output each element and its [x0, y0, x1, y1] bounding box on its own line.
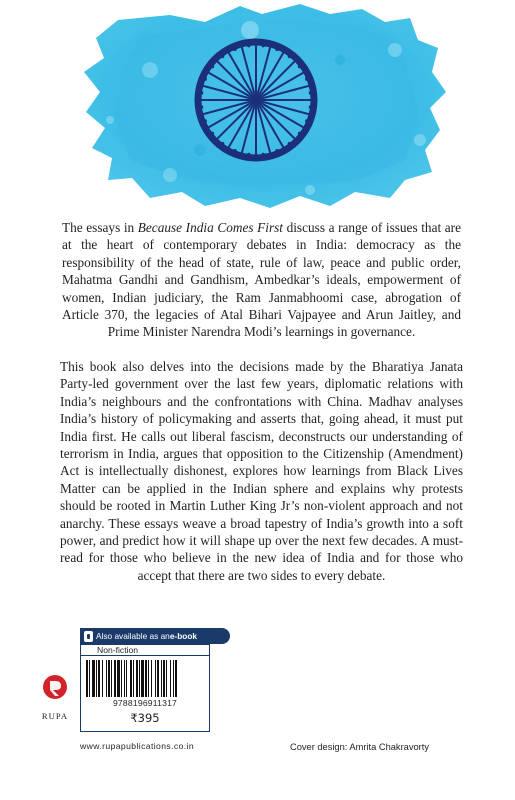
barcode-bar [173, 660, 174, 697]
barcode-bar [136, 660, 138, 697]
publisher-website: www.rupapublications.co.in [80, 741, 195, 751]
chakra-rim-dot [309, 105, 313, 109]
cover-splash-art [0, 0, 515, 215]
isbn-barcode [86, 660, 206, 698]
barcode-bar [139, 660, 140, 697]
barcode-bar [111, 660, 112, 697]
barcode-bar [151, 660, 152, 697]
chakra-rim-dot [247, 44, 251, 48]
barcode-bar [163, 660, 165, 697]
price: ₹395 [130, 711, 160, 725]
barcode-bar [98, 660, 100, 697]
barcode-bar [114, 660, 116, 697]
publisher-name: RUPA [41, 711, 69, 721]
chakra-rim-dot [200, 91, 204, 95]
barcode-bar [170, 660, 171, 697]
barcode-bar [121, 660, 122, 697]
barcode-bar [145, 660, 147, 697]
chakra-rim-dot [200, 105, 204, 109]
barcode-bar [133, 660, 134, 697]
chakra-rim-dot [288, 142, 292, 146]
chakra-rim-dot [221, 142, 225, 146]
barcode-bar [166, 660, 167, 697]
barcode-bar [141, 660, 144, 697]
blurb-paragraph-1: The essays in Because India Comes First discuss a range of issues that are at the heart of contemporary debates in India: democracy as the responsibility of the head of state, rule of law, peace and public order, Mahatma Gandhi and Gandhism, Ambedkar’s ideals, empowerment of women, Indian judiciary, the Ram Janmabhoomi case, abrogation of Article 370, the legacies of Atal Bihari Vajpayee and Arun Jaitley, and Prime Minister Narendra Modi’s learnings in governance. [62, 220, 461, 340]
chakra-rim-dot [298, 65, 302, 69]
chakra-rim-dot [203, 77, 207, 81]
ebook-availability-badge [80, 628, 230, 644]
barcode-bar [89, 660, 90, 697]
chakra-rim-dot [261, 44, 265, 48]
chakra-rim-dot [203, 119, 207, 123]
category-label: Non-fiction [80, 644, 210, 656]
barcode-bar [117, 660, 120, 697]
chakra-rim-dot [247, 153, 251, 157]
chakra-rim-dot [275, 47, 279, 51]
rupa-logo-icon [43, 672, 67, 702]
barcode-bar [175, 660, 177, 697]
chakra-rim-dot [211, 65, 215, 69]
chakra-rim-dot [305, 77, 309, 81]
cover-design-credit: Cover design: Amrita Chakravorty [290, 742, 429, 752]
ebook-prefix: Also available as an [96, 631, 170, 641]
chakra-rim-dot [288, 55, 292, 59]
barcode-bar [155, 660, 156, 697]
barcode-bar [124, 660, 125, 697]
device-icon [84, 631, 93, 642]
chakra-rim-dot [221, 55, 225, 59]
barcode-bar [108, 660, 110, 697]
barcode-bar [148, 660, 149, 697]
chakra-rim-dot [233, 149, 237, 153]
barcode-panel [80, 656, 210, 732]
chakra-rim-dot [305, 119, 309, 123]
chakra-rim-dot [233, 47, 237, 51]
barcode-bar [157, 660, 159, 697]
barcode-bar [161, 660, 162, 697]
blurb-paragraph-2: This book also delves into the decisions made by the Bharatiya Janata Party-led government over the last few years, diplomatic relations with India’s neighbours and the confrontations with China. Madhav analyses India’s history of policymaking and asserts that, going ahead, it must put India first. He calls out liberal fascism, deconstructs our understanding of terrorism in India, argues that opposition to the Citizenship (Amendment) Act is intellectually dishonest, explores how learnings from Black Lives Matter can be applied in the Indian sphere and explains why protests should be rooted in Martin Luther King Jr’s non-violent approach and not anarchy. These essays weave a broad tapestry of India’s growth into a soft power, and predict how it will shape up over the next few decades. A must-read for those who believe in the new idea of India and for those who accept that there are two sides to every debate. [60, 359, 463, 583]
chakra-rim-dot [309, 91, 313, 95]
barcode-bar [86, 660, 88, 697]
barcode-bar [102, 660, 103, 697]
barcode-bar [92, 660, 95, 697]
barcode-bar [126, 660, 127, 697]
barcode-bar [106, 660, 107, 697]
barcode-bar [96, 660, 97, 697]
book-title-italic: Because India Comes First [137, 220, 283, 235]
isbn-number: 9788196911317 [112, 698, 178, 708]
ebook-bold: e-book [169, 631, 198, 641]
barcode-bar [130, 660, 132, 697]
chakra-rim-dot [275, 149, 279, 153]
chakra-rim-dot [211, 132, 215, 136]
ashoka-chakra-icon [198, 42, 314, 158]
chakra-rim-dot [261, 153, 265, 157]
chakra-rim-dot [298, 132, 302, 136]
